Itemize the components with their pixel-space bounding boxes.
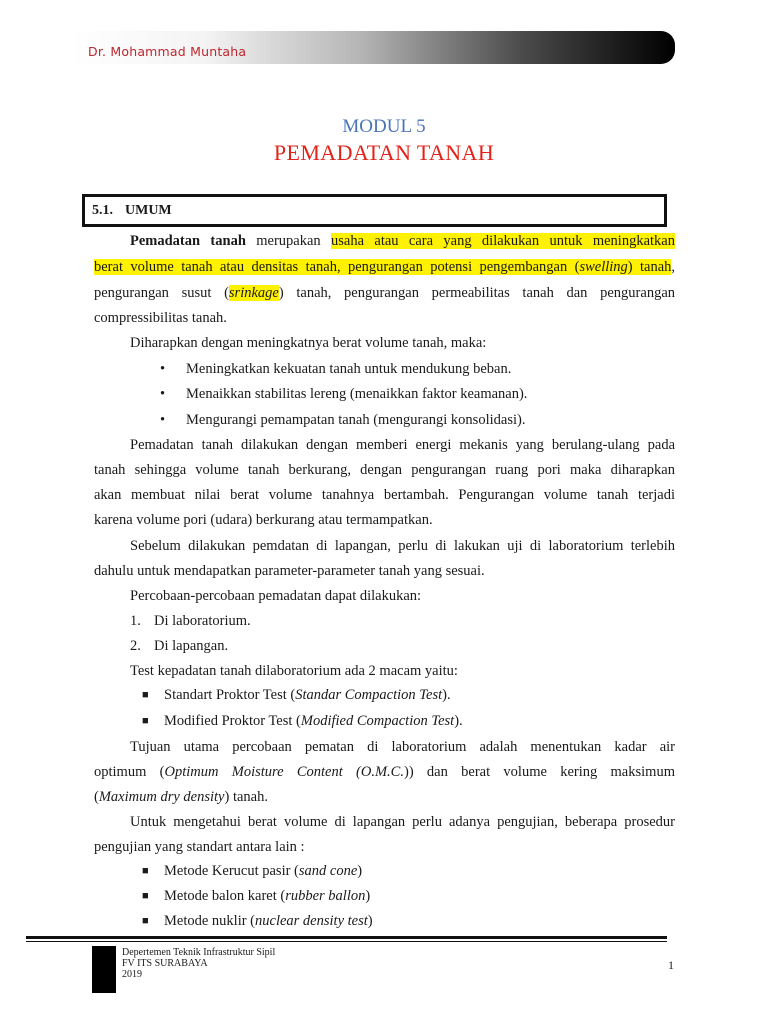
test-italic: Modified Compaction Test — [300, 713, 455, 729]
list-item: Di laboratorium. — [154, 613, 251, 629]
method-text: ) — [367, 913, 373, 929]
p1-text: merupakan — [245, 233, 332, 249]
test-text: Standart Proktor Test ( — [164, 687, 296, 703]
p3-line1: Pemadatan tanah dilakukan dengan memberi energi mekanis yang berulang-ulang pada — [130, 437, 675, 453]
p7-text: ( — [94, 789, 99, 805]
p8-line2: pengujian yang standart antara lain : — [94, 839, 305, 855]
test-text: ). — [454, 713, 463, 729]
p1-line3 — [94, 284, 675, 303]
section-heading — [92, 203, 184, 219]
p3-line2: tanah sehingga volume tanah berkurang, dengan pengurangan ruang pori maka diharapkan — [94, 462, 675, 478]
bullet-text: Menaikkan stabilitas lereng (menaikkan faktor keamanan). — [186, 386, 528, 402]
p1-text: , — [671, 259, 676, 275]
method-text: Metode Kerucut pasir ( — [164, 863, 299, 879]
p1-line4: compressibilitas tanah. — [94, 310, 227, 326]
p4-line2: dahulu untuk mendapatkan parameter-parameter tanah yang sesuai. — [94, 563, 485, 579]
list-number: 2. — [130, 638, 141, 654]
p8-line1: Untuk mengetahui berat volume di lapangan perlu adanya pengujian, beberapa prosedur — [130, 814, 675, 830]
p1-line2 — [94, 258, 675, 277]
p4-line1: Sebelum dilakukan pemdatan di lapangan, perlu di lakukan uji di laboratorium terlebih — [130, 538, 675, 554]
footer-rule — [26, 941, 667, 942]
method-text: ) — [357, 863, 363, 879]
p1-text: ) tanah — [627, 259, 672, 275]
test-italic: Standar Compaction Test — [295, 687, 443, 703]
p1-highlight — [94, 259, 671, 275]
test-item — [164, 686, 451, 705]
p2-line: Diharapkan dengan meningkatnya berat volume tanah, maka: — [130, 335, 487, 351]
p7-text: optimum ( — [94, 764, 165, 780]
section-number: 5.1. — [92, 203, 113, 218]
footer-rule — [26, 936, 667, 939]
square-bullet: ■ — [142, 715, 149, 727]
method-item — [164, 912, 373, 931]
footer-year: 2019 — [122, 969, 142, 980]
p1-highlight: usaha atau cara yang dilakukan untuk meningkatkan — [331, 233, 675, 249]
p7-italic: Maximum dry density — [98, 789, 225, 805]
square-bullet: ■ — [142, 915, 149, 927]
p1-italic: srinkage — [228, 285, 279, 301]
p1-italic: swelling — [579, 259, 628, 275]
test-text: ). — [442, 687, 451, 703]
method-italic: nuclear density test — [255, 913, 368, 929]
p1-line1 — [130, 232, 675, 251]
p7-text: ) tanah. — [224, 789, 268, 805]
square-bullet: ■ — [142, 890, 149, 902]
footer-institution: FV ITS SURABAYA — [122, 958, 208, 969]
footer-department: Depertemen Teknik Infrastruktur Sipil — [122, 947, 276, 958]
footer-block — [92, 946, 116, 993]
p5-line: Percobaan-percobaan pemadatan dapat dilakukan: — [130, 588, 422, 604]
section-title: UMUM — [125, 203, 172, 218]
method-text: Metode nuklir ( — [164, 913, 256, 929]
p6-line: Test kepadatan tanah dilaboratorium ada 2 macam yaitu: — [130, 663, 458, 679]
test-text: Modified Proktor Test ( — [164, 713, 301, 729]
square-bullet: ■ — [142, 689, 149, 701]
method-text: Metode balon karet ( — [164, 888, 286, 904]
module-label: MODUL 5 — [342, 116, 426, 137]
method-item — [164, 862, 362, 881]
p3-line4: karena volume pori (udara) berkurang atau termampatkan. — [94, 512, 433, 528]
p1-text: pengurangan susut ( — [94, 285, 229, 301]
bullet-marker: • — [160, 412, 166, 428]
p1-bold-term: Pemadatan tanah — [130, 233, 246, 249]
list-number: 1. — [130, 613, 141, 629]
bullet-marker: • — [160, 361, 166, 377]
square-bullet: ■ — [142, 865, 149, 877]
p1-text: ) tanah, pengurangan permeabilitas tanah dan pengurangan — [278, 285, 676, 301]
method-italic: rubber ballon — [285, 888, 366, 904]
method-item — [164, 887, 370, 906]
test-item — [164, 712, 463, 731]
page-number: 1 — [668, 958, 674, 972]
bullet-marker: • — [160, 386, 166, 402]
header-author: Dr. Mohammad Muntaha — [88, 44, 247, 59]
module-title: PEMADATAN TANAH — [273, 140, 495, 165]
bullet-text: Mengurangi pemampatan tanah (mengurangi konsolidasi). — [186, 412, 526, 428]
bullet-text: Meningkatkan kekuatan tanah untuk mendukung beban. — [186, 361, 512, 377]
method-text: ) — [365, 888, 371, 904]
p7-italic: Optimum Moisture Content (O.M.C. — [164, 764, 404, 780]
p3-line3: akan membuat nilai berat volume tanahnya bertambah. Pengurangan volume tanah terjadi — [94, 487, 675, 503]
method-italic: sand cone — [298, 863, 358, 879]
p7-text: )) dan berat volume kering maksimum — [403, 764, 675, 780]
list-item: Di lapangan. — [154, 638, 229, 654]
p1-text: berat volume tanah atau densitas tanah, pengurangan potensi pengembangan ( — [94, 259, 580, 275]
p7-line1: Tujuan utama percobaan pematan di laboratorium adalah menentukan kadar air — [130, 739, 675, 755]
p7-line2 — [94, 763, 675, 782]
p7-line3 — [94, 788, 675, 807]
